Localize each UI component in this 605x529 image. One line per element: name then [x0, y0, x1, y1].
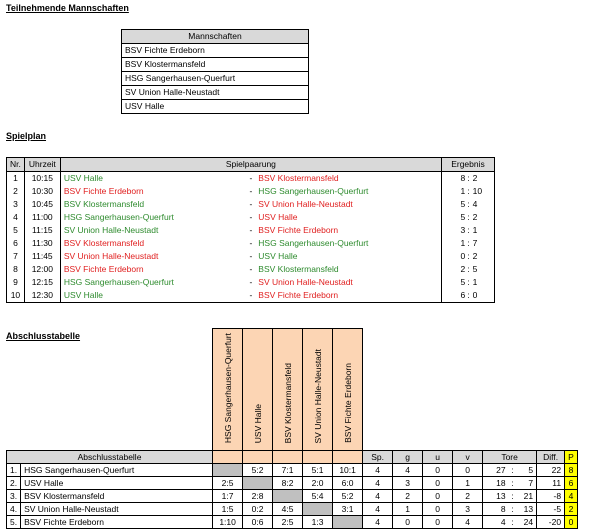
match-separator: -	[246, 289, 255, 303]
team-name: HSG Sangerhausen-Querfurt	[122, 72, 309, 86]
match-number: 1	[7, 172, 25, 186]
stat-header-sp: Sp.	[363, 451, 393, 464]
match-time: 12:00	[24, 263, 60, 276]
stat-v: 4	[453, 516, 483, 529]
match-time: 10:30	[24, 185, 60, 198]
head-to-head-result: 1:7	[213, 490, 243, 503]
opponent-header	[213, 329, 243, 451]
match-separator: -	[249, 264, 253, 274]
score-colon: :	[466, 289, 470, 303]
stat-g: 2	[393, 490, 423, 503]
home-team: USV Halle	[60, 289, 246, 303]
stat-header-v: v	[453, 451, 483, 464]
opponent-header-label: USV Halle	[252, 403, 263, 444]
team-name: BSV Klostermansfeld	[21, 490, 213, 503]
match-number: 4	[7, 211, 25, 224]
head-to-head-result	[243, 477, 273, 490]
away-goals: 2	[471, 172, 495, 186]
team-name: SV Union Halle-Neustadt	[122, 86, 309, 100]
rank: 3.	[7, 490, 21, 503]
home-goals: 1	[441, 185, 466, 198]
goal-difference: -20	[537, 516, 565, 529]
match-separator: -	[249, 199, 253, 209]
stat-header-g: g	[393, 451, 423, 464]
opponent-header	[333, 329, 363, 451]
schedule-table	[6, 157, 495, 303]
schedule-row	[7, 250, 495, 263]
stat-header-diff: Diff.	[537, 451, 565, 464]
away-team: HSG Sangerhausen-Querfurt	[258, 238, 369, 248]
header-spacer	[363, 329, 588, 451]
team-name: BSV Fichte Erdeborn	[122, 44, 309, 58]
away-team: BSV Fichte Erdeborn	[258, 225, 339, 235]
match-time: 10:45	[24, 198, 60, 211]
away-team: SV Union Halle-Neustadt	[258, 199, 353, 209]
match-time: 12:15	[24, 276, 60, 289]
match-separator: -	[249, 238, 253, 248]
home-team: BSV Klostermansfeld	[63, 238, 145, 248]
head-to-head-result: 0:6	[243, 516, 273, 529]
team-name: SV Union Halle-Neustadt	[21, 503, 213, 516]
head-to-head-result: 2:8	[243, 490, 273, 503]
rank: 2.	[7, 477, 21, 490]
match-time: 11:45	[24, 250, 60, 263]
stat-g: 1	[393, 503, 423, 516]
score-colon: :	[467, 238, 470, 248]
head-to-head-result: 3:1	[333, 503, 363, 516]
goals-for: 4	[483, 516, 509, 529]
opponent-header-cell	[333, 451, 363, 464]
away-team: USV Halle	[258, 251, 298, 261]
match-time: 11:00	[24, 211, 60, 224]
schedule-row	[7, 263, 495, 276]
team-name: HSG Sangerhausen-Querfurt	[21, 464, 213, 477]
away-team: USV Halle	[258, 212, 298, 222]
score-colon: :	[467, 225, 470, 235]
opponent-header-label: HSG Sangerhausen-Querfurt	[222, 333, 233, 444]
home-team: HSG Sangerhausen-Querfurt	[63, 212, 174, 222]
match-separator: -	[249, 225, 253, 235]
opponent-header-cell	[243, 451, 273, 464]
head-to-head-result	[333, 516, 363, 529]
head-to-head-result: 5:4	[303, 490, 333, 503]
goals-for: 27	[483, 464, 509, 477]
schedule-section-title: Spielplan	[6, 131, 47, 141]
goals-colon: :	[509, 464, 517, 477]
away-goals: 0	[471, 289, 495, 303]
head-to-head-result: 6:0	[333, 477, 363, 490]
match-number: 2	[7, 185, 25, 198]
away-goals: 10	[471, 185, 495, 198]
stat-g: 4	[393, 464, 423, 477]
schedule-row	[7, 237, 495, 250]
team-row	[122, 58, 309, 72]
final-table-header: Abschlusstabelle	[7, 451, 213, 464]
standings-row	[7, 503, 588, 516]
match-time: 10:15	[24, 172, 60, 186]
opponent-header-cell	[213, 451, 243, 464]
head-to-head-result	[303, 503, 333, 516]
rank: 1.	[7, 464, 21, 477]
away-goals: 7	[471, 237, 495, 250]
team-row	[122, 72, 309, 86]
goals-for: 8	[483, 503, 509, 516]
home-goals: 5	[441, 276, 466, 289]
score-colon: :	[467, 212, 470, 222]
match-time: 12:30	[24, 289, 60, 303]
team-row	[122, 44, 309, 58]
away-team: BSV Fichte Erdeborn	[255, 289, 441, 303]
stat-sp: 4	[363, 503, 393, 516]
stat-sp: 4	[363, 516, 393, 529]
standings-row	[7, 490, 588, 503]
away-team: BSV Klostermansfeld	[258, 173, 339, 183]
goals-against: 13	[517, 503, 537, 516]
goals-against: 24	[517, 516, 537, 529]
goal-difference: -5	[537, 503, 565, 516]
opponent-header-label: BSV Klostermansfeld	[282, 362, 293, 444]
team-name: USV Halle	[21, 477, 213, 490]
stat-u: 0	[423, 503, 453, 516]
points: 8	[565, 464, 578, 477]
away-team: HSG Sangerhausen-Querfurt	[258, 186, 369, 196]
match-number: 7	[7, 250, 25, 263]
schedule-row	[7, 211, 495, 224]
head-to-head-result: 1:3	[303, 516, 333, 529]
goals-colon: :	[509, 490, 517, 503]
schedule-header-nr: Nr.	[7, 158, 25, 172]
score-colon: :	[467, 264, 470, 274]
score-colon: :	[467, 277, 470, 287]
goal-difference: 11	[537, 477, 565, 490]
home-goals: 1	[441, 237, 466, 250]
head-to-head-result: 10:1	[333, 464, 363, 477]
schedule-header-match: Spielpaarung	[60, 158, 441, 172]
stat-v: 2	[453, 490, 483, 503]
stat-u: 0	[423, 477, 453, 490]
stat-v: 3	[453, 503, 483, 516]
schedule-row	[7, 185, 495, 198]
team-name: BSV Klostermansfeld	[122, 58, 309, 72]
stat-v: 0	[453, 464, 483, 477]
standings-row	[7, 464, 588, 477]
goal-difference: -8	[537, 490, 565, 503]
head-to-head-result: 2:5	[213, 477, 243, 490]
match-separator: -	[249, 186, 253, 196]
opponent-header-cell	[303, 451, 333, 464]
home-goals: 8	[441, 172, 466, 186]
match-number: 3	[7, 198, 25, 211]
away-goals: 2	[471, 211, 495, 224]
stat-header-tore: Tore	[483, 451, 537, 464]
head-to-head-result: 5:2	[243, 464, 273, 477]
away-team: BSV Klostermansfeld	[258, 264, 339, 274]
head-to-head-result: 2:0	[303, 477, 333, 490]
team-name: BSV Fichte Erdeborn	[21, 516, 213, 529]
opponent-header-label: BSV Fichte Erdeborn	[342, 363, 353, 444]
match-separator: -	[249, 212, 253, 222]
away-goals: 1	[471, 276, 495, 289]
match-number: 5	[7, 224, 25, 237]
rank: 5.	[7, 516, 21, 529]
standings-row	[7, 516, 588, 529]
head-to-head-result: 7:1	[273, 464, 303, 477]
opponent-header	[303, 329, 333, 451]
opponent-header-label: SV Union Halle-Neustadt	[312, 348, 323, 444]
match-separator: -	[249, 173, 253, 183]
head-to-head-result: 1:5	[213, 503, 243, 516]
stat-g: 3	[393, 477, 423, 490]
team-row	[122, 100, 309, 114]
head-to-head-result: 0:2	[243, 503, 273, 516]
head-to-head-result: 1:10	[213, 516, 243, 529]
match-number: 10	[7, 289, 25, 303]
schedule-row	[7, 276, 495, 289]
opponent-header	[243, 329, 273, 451]
goals-against: 5	[517, 464, 537, 477]
match-number: 9	[7, 276, 25, 289]
stat-sp: 4	[363, 464, 393, 477]
match-separator: -	[249, 251, 253, 261]
home-goals: 5	[441, 211, 466, 224]
standings-row	[7, 477, 588, 490]
away-goals: 1	[471, 224, 495, 237]
goal-difference: 22	[537, 464, 565, 477]
away-team: SV Union Halle-Neustadt	[258, 277, 353, 287]
away-goals: 5	[471, 263, 495, 276]
teams-table-header: Mannschaften	[122, 30, 309, 44]
teams-table	[121, 29, 309, 114]
home-goals: 6	[441, 289, 466, 303]
head-to-head-result	[213, 464, 243, 477]
goals-against: 21	[517, 490, 537, 503]
home-team: HSG Sangerhausen-Querfurt	[63, 277, 174, 287]
home-goals: 2	[441, 263, 466, 276]
score-colon: :	[467, 173, 470, 183]
schedule-row	[7, 289, 495, 303]
goals-colon: :	[509, 516, 517, 529]
schedule-header-time: Uhrzeit	[24, 158, 60, 172]
opponent-header-cell	[273, 451, 303, 464]
away-goals: 4	[471, 198, 495, 211]
stat-sp: 4	[363, 490, 393, 503]
stat-g: 0	[393, 516, 423, 529]
points: 0	[565, 516, 578, 529]
home-goals: 0	[441, 250, 466, 263]
final-table	[6, 328, 587, 529]
home-goals: 3	[441, 224, 466, 237]
stat-u: 0	[423, 516, 453, 529]
head-to-head-result: 5:1	[303, 464, 333, 477]
score-colon: :	[467, 186, 470, 196]
teams-section-title: Teilnehmende Mannschaften	[6, 3, 129, 13]
head-to-head-result: 2:5	[273, 516, 303, 529]
goals-for: 18	[483, 477, 509, 490]
match-number: 8	[7, 263, 25, 276]
schedule-header-result: Ergebnis	[441, 158, 494, 172]
goals-for: 13	[483, 490, 509, 503]
stat-u: 0	[423, 464, 453, 477]
home-team: USV Halle	[63, 173, 104, 183]
home-team: BSV Fichte Erdeborn	[63, 264, 144, 274]
stat-sp: 4	[363, 477, 393, 490]
home-goals: 5	[441, 198, 466, 211]
points: 4	[565, 490, 578, 503]
head-to-head-result: 8:2	[273, 477, 303, 490]
stat-header-p: P	[565, 451, 578, 464]
goals-colon: :	[509, 503, 517, 516]
points: 6	[565, 477, 578, 490]
match-time: 11:30	[24, 237, 60, 250]
stat-header-u: u	[423, 451, 453, 464]
schedule-row	[7, 198, 495, 211]
head-to-head-result: 4:5	[273, 503, 303, 516]
team-name: USV Halle	[122, 100, 309, 114]
schedule-row	[7, 172, 495, 186]
home-team: SV Union Halle-Neustadt	[63, 251, 159, 261]
head-to-head-result	[273, 490, 303, 503]
away-goals: 2	[471, 250, 495, 263]
schedule-row	[7, 224, 495, 237]
goals-against: 7	[517, 477, 537, 490]
points: 2	[565, 503, 578, 516]
match-time: 11:15	[24, 224, 60, 237]
match-number: 6	[7, 237, 25, 250]
team-row	[122, 86, 309, 100]
home-team: BSV Fichte Erdeborn	[63, 186, 144, 196]
head-to-head-result: 5:2	[333, 490, 363, 503]
score-colon: :	[467, 251, 470, 261]
stat-u: 0	[423, 490, 453, 503]
score-colon: :	[467, 199, 470, 209]
final-table-section-title: Abschlusstabelle	[6, 331, 81, 341]
goals-colon: :	[509, 477, 517, 490]
stat-v: 1	[453, 477, 483, 490]
home-team: SV Union Halle-Neustadt	[63, 225, 159, 235]
rank: 4.	[7, 503, 21, 516]
match-separator: -	[249, 277, 253, 287]
opponent-header	[273, 329, 303, 451]
home-team: BSV Klostermansfeld	[63, 199, 145, 209]
